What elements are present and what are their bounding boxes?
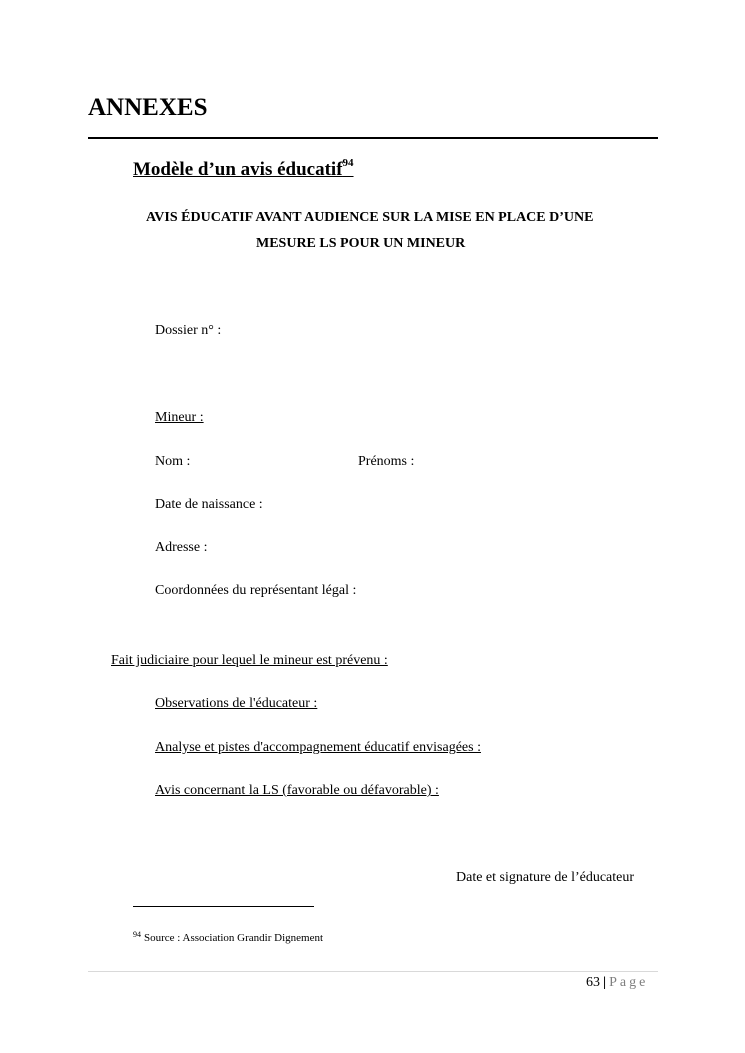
field-mineur: Mineur : xyxy=(155,410,204,425)
page-heading: ANNEXES xyxy=(88,94,208,121)
page-footer xyxy=(586,975,648,991)
field-dossier: Dossier n° : xyxy=(155,323,222,338)
page-label: Page xyxy=(609,975,649,990)
field-observations: Observations de l'éducateur : xyxy=(155,696,318,711)
field-prenoms: Prénoms : xyxy=(358,454,415,469)
footer-rule xyxy=(88,971,658,972)
field-coordonnees: Coordonnées du représentant légal : xyxy=(155,583,357,598)
page-separator: | xyxy=(603,975,607,990)
field-avis-ls: Avis concernant la LS (favorable ou défavorable) : xyxy=(155,783,439,798)
avis-title-line-1: AVIS ÉDUCATIF AVANT AUDIENCE SUR LA MISE EN PLACE D’UNE xyxy=(146,210,594,225)
field-date-naissance: Date de naissance : xyxy=(155,497,263,512)
field-nom: Nom : xyxy=(155,454,191,469)
page-number: 63 xyxy=(586,975,600,990)
signature-label: Date et signature de l’éducateur xyxy=(456,870,635,885)
heading-rule xyxy=(88,137,658,139)
subtitle-footnote-ref[interactable]: 94 xyxy=(342,157,354,169)
field-analyse: Analyse et pistes d'accompagnement éducatif envisagées : xyxy=(155,740,481,755)
footnote xyxy=(133,930,323,944)
footnote-rule xyxy=(133,906,314,907)
section-subtitle xyxy=(133,157,354,181)
subtitle-text: Modèle d’un avis éducatif xyxy=(133,159,343,180)
field-adresse: Adresse : xyxy=(155,540,208,555)
avis-title-line-2: MESURE LS POUR UN MINEUR xyxy=(256,236,466,251)
footnote-text: Source : Association Grandir Dignement xyxy=(144,932,324,944)
field-fait-judiciaire: Fait judiciaire pour lequel le mineur est prévenu : xyxy=(111,653,388,668)
footnote-number: 94 xyxy=(133,930,141,939)
